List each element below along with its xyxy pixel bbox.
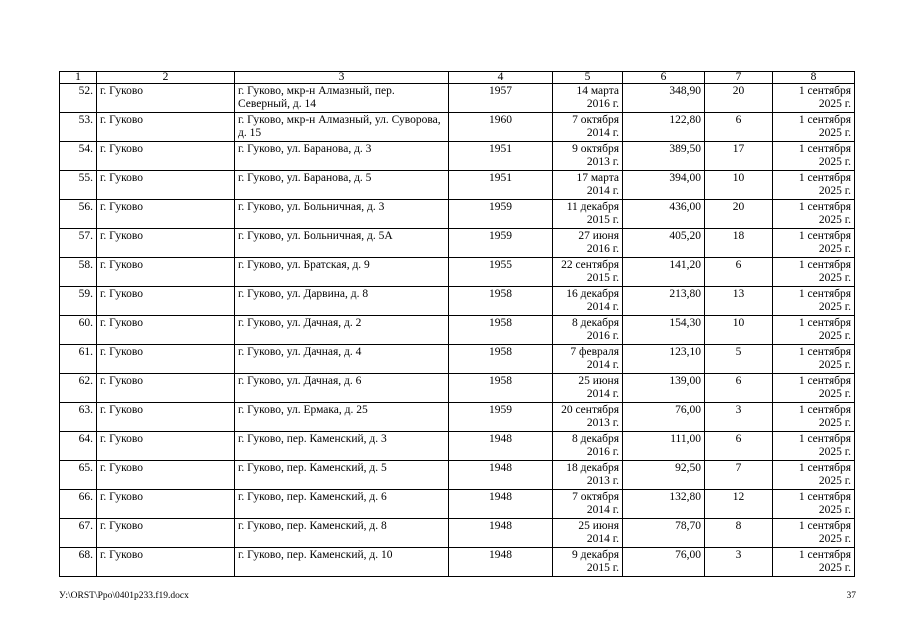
- row-count: 10: [705, 171, 773, 200]
- table-row: [60, 548, 855, 577]
- row-year: 1958: [449, 287, 553, 316]
- row-address: г. Гуково, пер. Каменский, д. 10: [235, 548, 449, 577]
- row-survey-date: 20 сентября 2013 г.: [553, 403, 623, 432]
- table-row: [60, 171, 855, 200]
- row-deadline: 1 сентября 2025 г.: [773, 113, 855, 142]
- row-number: 68.: [60, 548, 97, 577]
- table-row: [60, 374, 855, 403]
- row-number: 61.: [60, 345, 97, 374]
- row-survey-date: 8 декабря 2016 г.: [553, 432, 623, 461]
- row-area: 348,90: [623, 84, 705, 113]
- row-year: 1959: [449, 200, 553, 229]
- row-deadline: 1 сентября 2025 г.: [773, 287, 855, 316]
- row-deadline: 1 сентября 2025 г.: [773, 200, 855, 229]
- row-area: 111,00: [623, 432, 705, 461]
- row-count: 5: [705, 345, 773, 374]
- table-row: [60, 84, 855, 113]
- row-address: г. Гуково, ул. Баранова, д. 5: [235, 171, 449, 200]
- row-city: г. Гуково: [97, 461, 235, 490]
- row-city: г. Гуково: [97, 142, 235, 171]
- header-col-1: 1: [60, 72, 97, 84]
- row-survey-date: 9 декабря 2015 г.: [553, 548, 623, 577]
- row-year: 1955: [449, 258, 553, 287]
- row-year: 1948: [449, 519, 553, 548]
- row-year: 1948: [449, 461, 553, 490]
- row-count: 10: [705, 316, 773, 345]
- row-count: 3: [705, 548, 773, 577]
- row-survey-date: 9 октября 2013 г.: [553, 142, 623, 171]
- row-deadline: 1 сентября 2025 г.: [773, 142, 855, 171]
- row-deadline: 1 сентября 2025 г.: [773, 519, 855, 548]
- row-survey-date: 7 октября 2014 г.: [553, 490, 623, 519]
- row-number: 54.: [60, 142, 97, 171]
- table-row: [60, 229, 855, 258]
- row-number: 60.: [60, 316, 97, 345]
- row-number: 57.: [60, 229, 97, 258]
- row-deadline: 1 сентября 2025 г.: [773, 345, 855, 374]
- row-year: 1958: [449, 374, 553, 403]
- row-address: г. Гуково, ул. Баранова, д. 3: [235, 142, 449, 171]
- table-row: [60, 113, 855, 142]
- row-area: 139,00: [623, 374, 705, 403]
- footer-file-path: У:\ORST\Ppo\0401p233.f19.docx: [59, 591, 189, 601]
- table-row: [60, 461, 855, 490]
- page-number: 37: [846, 591, 856, 601]
- row-city: г. Гуково: [97, 171, 235, 200]
- row-address: г. Гуково, пер. Каменский, д. 3: [235, 432, 449, 461]
- row-year: 1959: [449, 403, 553, 432]
- row-count: 6: [705, 113, 773, 142]
- row-count: 17: [705, 142, 773, 171]
- row-city: г. Гуково: [97, 403, 235, 432]
- row-city: г. Гуково: [97, 84, 235, 113]
- row-count: 12: [705, 490, 773, 519]
- row-city: г. Гуково: [97, 374, 235, 403]
- row-year: 1948: [449, 548, 553, 577]
- row-survey-date: 7 февраля 2014 г.: [553, 345, 623, 374]
- table-row: [60, 287, 855, 316]
- table-row: [60, 345, 855, 374]
- row-deadline: 1 сентября 2025 г.: [773, 432, 855, 461]
- row-address: г. Гуково, мкр-н Алмазный, ул. Суворова, д. 15: [235, 113, 449, 142]
- row-number: 56.: [60, 200, 97, 229]
- row-year: 1948: [449, 432, 553, 461]
- row-number: 65.: [60, 461, 97, 490]
- row-year: 1958: [449, 316, 553, 345]
- row-city: г. Гуково: [97, 432, 235, 461]
- row-address: г. Гуково, ул. Больничная, д. 3: [235, 200, 449, 229]
- row-address: г. Гуково, ул. Дачная, д. 2: [235, 316, 449, 345]
- row-area: 394,00: [623, 171, 705, 200]
- row-survey-date: 16 декабря 2014 г.: [553, 287, 623, 316]
- row-number: 66.: [60, 490, 97, 519]
- row-deadline: 1 сентября 2025 г.: [773, 548, 855, 577]
- row-city: г. Гуково: [97, 490, 235, 519]
- row-area: 92,50: [623, 461, 705, 490]
- row-survey-date: 27 июня 2016 г.: [553, 229, 623, 258]
- row-deadline: 1 сентября 2025 г.: [773, 316, 855, 345]
- row-count: 18: [705, 229, 773, 258]
- row-survey-date: 11 декабря 2015 г.: [553, 200, 623, 229]
- row-address: г. Гуково, ул. Дачная, д. 4: [235, 345, 449, 374]
- row-count: 6: [705, 432, 773, 461]
- row-area: 132,80: [623, 490, 705, 519]
- row-address: г. Гуково, ул. Больничная, д. 5А: [235, 229, 449, 258]
- header-col-5: 5: [553, 72, 623, 84]
- row-area: 123,10: [623, 345, 705, 374]
- table-row: [60, 142, 855, 171]
- table-header-row: [60, 72, 855, 84]
- row-city: г. Гуково: [97, 200, 235, 229]
- table-row: [60, 403, 855, 432]
- row-deadline: 1 сентября 2025 г.: [773, 461, 855, 490]
- row-survey-date: 8 декабря 2016 г.: [553, 316, 623, 345]
- row-number: 67.: [60, 519, 97, 548]
- row-area: 405,20: [623, 229, 705, 258]
- row-survey-date: 25 июня 2014 г.: [553, 374, 623, 403]
- row-address: г. Гуково, ул. Ермака, д. 25: [235, 403, 449, 432]
- row-year: 1948: [449, 490, 553, 519]
- row-city: г. Гуково: [97, 345, 235, 374]
- row-city: г. Гуково: [97, 258, 235, 287]
- table-row: [60, 432, 855, 461]
- row-count: 3: [705, 403, 773, 432]
- row-area: 389,50: [623, 142, 705, 171]
- row-count: 13: [705, 287, 773, 316]
- row-area: 122,80: [623, 113, 705, 142]
- row-year: 1960: [449, 113, 553, 142]
- header-col-8: 8: [773, 72, 855, 84]
- table-row: [60, 258, 855, 287]
- header-col-4: 4: [449, 72, 553, 84]
- row-year: 1951: [449, 142, 553, 171]
- row-area: 141,20: [623, 258, 705, 287]
- row-address: г. Гуково, пер. Каменский, д. 5: [235, 461, 449, 490]
- row-number: 59.: [60, 287, 97, 316]
- row-city: г. Гуково: [97, 287, 235, 316]
- row-count: 20: [705, 200, 773, 229]
- row-city: г. Гуково: [97, 519, 235, 548]
- row-area: 154,30: [623, 316, 705, 345]
- header-col-6: 6: [623, 72, 705, 84]
- row-survey-date: 14 марта 2016 г.: [553, 84, 623, 113]
- header-col-3: 3: [235, 72, 449, 84]
- row-survey-date: 18 декабря 2013 г.: [553, 461, 623, 490]
- table-row: [60, 200, 855, 229]
- row-address: г. Гуково, ул. Дачная, д. 6: [235, 374, 449, 403]
- row-area: 78,70: [623, 519, 705, 548]
- row-deadline: 1 сентября 2025 г.: [773, 171, 855, 200]
- row-area: 76,00: [623, 403, 705, 432]
- row-deadline: 1 сентября 2025 г.: [773, 403, 855, 432]
- table-row: [60, 316, 855, 345]
- row-address: г. Гуково, ул. Дарвина, д. 8: [235, 287, 449, 316]
- row-year: 1951: [449, 171, 553, 200]
- row-count: 6: [705, 374, 773, 403]
- row-number: 62.: [60, 374, 97, 403]
- row-deadline: 1 сентября 2025 г.: [773, 490, 855, 519]
- row-count: 6: [705, 258, 773, 287]
- row-number: 52.: [60, 84, 97, 113]
- row-area: 436,00: [623, 200, 705, 229]
- row-city: г. Гуково: [97, 316, 235, 345]
- housing-register-table: [59, 71, 855, 577]
- row-survey-date: 7 октября 2014 г.: [553, 113, 623, 142]
- row-deadline: 1 сентября 2025 г.: [773, 258, 855, 287]
- row-address: г. Гуково, пер. Каменский, д. 6: [235, 490, 449, 519]
- row-year: 1957: [449, 84, 553, 113]
- row-city: г. Гуково: [97, 113, 235, 142]
- row-survey-date: 22 сентября 2015 г.: [553, 258, 623, 287]
- row-number: 58.: [60, 258, 97, 287]
- row-count: 7: [705, 461, 773, 490]
- header-col-7: 7: [705, 72, 773, 84]
- row-number: 64.: [60, 432, 97, 461]
- row-address: г. Гуково, мкр-н Алмазный, пер. Северный, д. 14: [235, 84, 449, 113]
- row-area: 76,00: [623, 548, 705, 577]
- row-address: г. Гуково, ул. Братская, д. 9: [235, 258, 449, 287]
- row-area: 213,80: [623, 287, 705, 316]
- row-city: г. Гуково: [97, 548, 235, 577]
- row-deadline: 1 сентября 2025 г.: [773, 84, 855, 113]
- row-number: 55.: [60, 171, 97, 200]
- row-deadline: 1 сентября 2025 г.: [773, 229, 855, 258]
- row-number: 53.: [60, 113, 97, 142]
- row-number: 63.: [60, 403, 97, 432]
- row-year: 1958: [449, 345, 553, 374]
- header-col-2: 2: [97, 72, 235, 84]
- row-count: 20: [705, 84, 773, 113]
- row-count: 8: [705, 519, 773, 548]
- table-row: [60, 519, 855, 548]
- row-survey-date: 25 июня 2014 г.: [553, 519, 623, 548]
- row-deadline: 1 сентября 2025 г.: [773, 374, 855, 403]
- row-survey-date: 17 марта 2014 г.: [553, 171, 623, 200]
- table-row: [60, 490, 855, 519]
- row-year: 1959: [449, 229, 553, 258]
- row-city: г. Гуково: [97, 229, 235, 258]
- row-address: г. Гуково, пер. Каменский, д. 8: [235, 519, 449, 548]
